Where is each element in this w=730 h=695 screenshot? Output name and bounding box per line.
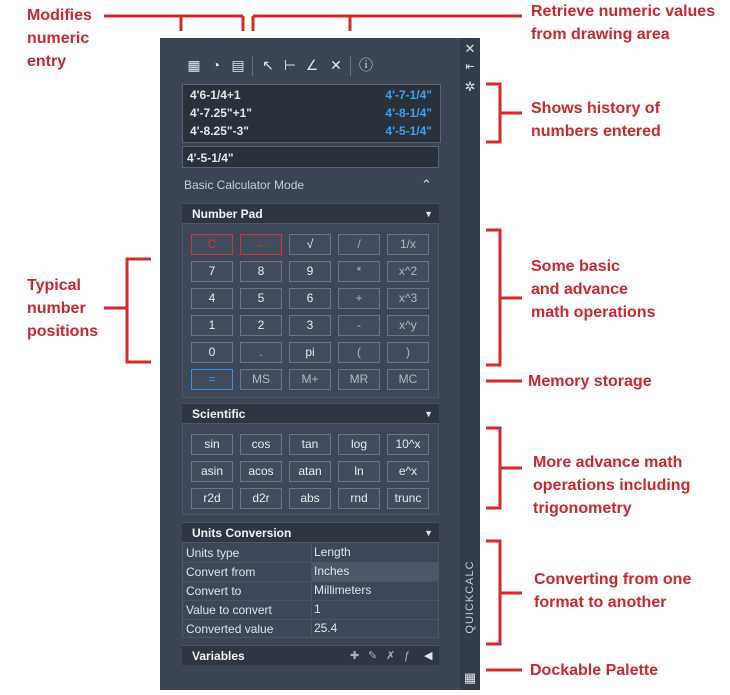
delete-variable-icon[interactable]: ✗ (386, 650, 396, 662)
annotation-history: Shows history of numbers entered (531, 100, 661, 140)
annotation-modifies: Modifies numeric entry (27, 7, 92, 70)
number_pad-button[interactable]: 4 (191, 288, 233, 309)
collapse-icon[interactable]: ⌃ (421, 177, 432, 192)
number-pad-title: Number Pad (192, 207, 263, 221)
auto-hide-icon[interactable]: ⇤ (465, 61, 475, 73)
history-expression: 4'-7.25"+1" (190, 106, 252, 120)
clear-icon[interactable]: ▦ (187, 57, 201, 73)
units-row-label: Converted value (186, 622, 274, 636)
history-row[interactable] (183, 106, 440, 124)
history-expression: 4'-8.25"-3" (190, 124, 249, 138)
chevron-left-icon[interactable]: ◀ (424, 650, 433, 662)
toolbar-separator (350, 56, 351, 76)
converted-value-field[interactable]: 25.4 (311, 619, 438, 638)
annotation-advanced-ops: More advance math operations including trigonometry (533, 454, 691, 517)
mode-label: Basic Calculator Mode (184, 178, 305, 192)
variables-header[interactable] (182, 645, 439, 665)
scientific-button[interactable]: e^x (387, 461, 429, 482)
convert-to-value[interactable]: Millimeters (311, 581, 438, 600)
units-row-label: Value to convert (186, 603, 272, 617)
units-conversion-grid (182, 542, 439, 638)
annotation-typical: Typical number positions (27, 277, 99, 340)
history-expression: 4'6-1/4+1 (190, 88, 241, 102)
annotation-basic-ops: Some basic and advance math operations (531, 258, 656, 321)
number_pad-button[interactable]: pi (289, 342, 331, 363)
number_pad-button[interactable]: 0 (191, 342, 233, 363)
scientific-button[interactable]: atan (289, 461, 331, 482)
units-row[interactable] (183, 543, 438, 563)
history-result: 4'-8-1/4" (385, 106, 432, 120)
number_pad-button[interactable]: C (191, 234, 233, 255)
scientific-button[interactable]: rnd (338, 488, 380, 509)
history-row[interactable] (183, 88, 440, 106)
calculator-icon[interactable]: ▦ (463, 670, 477, 685)
toolbar-separator (252, 56, 253, 76)
history-result: 4'-7-1/4" (385, 88, 432, 102)
number_pad-button[interactable]: ( (338, 342, 380, 363)
units-type-value[interactable]: Length (311, 543, 438, 562)
new-variable-icon[interactable]: ✚ (350, 650, 360, 662)
units-header[interactable] (182, 522, 439, 542)
units-row[interactable] (183, 581, 438, 601)
scientific-button[interactable]: r2d (191, 488, 233, 509)
scientific-button[interactable]: cos (240, 434, 282, 455)
number_pad-button[interactable]: / (338, 234, 380, 255)
number_pad-button[interactable]: - (338, 315, 380, 336)
history-row[interactable] (183, 124, 440, 142)
number-pad (182, 223, 439, 398)
scientific-title: Scientific (192, 407, 246, 421)
get-coordinates-icon[interactable]: ↖ (262, 57, 274, 73)
value-to-convert-field[interactable]: 1 (311, 600, 438, 619)
scientific-header[interactable] (182, 403, 439, 423)
number_pad-button[interactable]: * (338, 261, 380, 282)
help-icon[interactable]: ⓘ (359, 57, 373, 73)
annotation-converting: Converting from one format to another (534, 571, 692, 611)
history-result: 4'-5-1/4" (385, 124, 432, 138)
number_pad-button[interactable]: 1 (191, 315, 233, 336)
number_pad-button[interactable]: MS (240, 369, 282, 390)
input-box[interactable]: 4'-5-1/4" (182, 146, 439, 168)
scientific-button[interactable]: acos (240, 461, 282, 482)
annotation-dockable: Dockable Palette (530, 662, 659, 679)
scientific-pad (182, 423, 439, 515)
close-icon[interactable]: ✕ (464, 41, 476, 56)
number_pad-button[interactable]: 3 (289, 315, 331, 336)
scientific-button[interactable]: log (338, 434, 380, 455)
number_pad-button[interactable]: 1/x (387, 234, 429, 255)
number_pad-button[interactable]: 7 (191, 261, 233, 282)
number_pad-button[interactable]: + (338, 288, 380, 309)
scientific-button[interactable]: tan (289, 434, 331, 455)
units-row-label: Units type (186, 546, 240, 560)
number_pad-button[interactable]: √ (289, 234, 331, 255)
calculator-variable-icon[interactable]: ƒ (404, 650, 411, 662)
scientific-button[interactable]: abs (289, 488, 331, 509)
angle-icon[interactable]: ∠ (305, 57, 319, 73)
intersection-icon[interactable]: ✕ (330, 57, 342, 73)
number_pad-button[interactable]: x^3 (387, 288, 429, 309)
units-title: Units Conversion (192, 526, 292, 540)
number_pad-button[interactable]: 2 (240, 315, 282, 336)
number_pad-button[interactable]: ← (240, 234, 282, 255)
paste-icon[interactable]: ▤ (231, 57, 245, 73)
number_pad-button[interactable]: 8 (240, 261, 282, 282)
palette-title: QUICKCALC (464, 560, 476, 634)
convert-from-value[interactable]: Inches (311, 562, 438, 581)
edit-variable-icon[interactable]: ✎ (368, 650, 378, 662)
number-pad-header[interactable] (182, 203, 439, 223)
units-row-label: Convert to (186, 584, 242, 598)
units-row[interactable] (183, 619, 438, 638)
annotation-memory: Memory storage (528, 373, 652, 390)
chevron-down-icon: ▼ (424, 209, 433, 219)
clear-history-icon[interactable]: ◔ (211, 57, 221, 73)
scientific-button[interactable]: trunc (387, 488, 429, 509)
number_pad-button[interactable]: MR (338, 369, 380, 390)
scientific-button[interactable]: d2r (240, 488, 282, 509)
scientific-button[interactable]: asin (191, 461, 233, 482)
variables-title: Variables (192, 649, 245, 663)
scientific-button[interactable]: ln (338, 461, 380, 482)
number_pad-button[interactable]: ) (387, 342, 429, 363)
number_pad-button[interactable]: M+ (289, 369, 331, 390)
number_pad-button[interactable]: 5 (240, 288, 282, 309)
units-row[interactable] (183, 562, 438, 582)
annotation-retrieve: Retrieve numeric values from drawing area (531, 3, 716, 43)
number_pad-button[interactable]: x^y (387, 315, 429, 336)
units-row[interactable] (183, 600, 438, 620)
properties-icon[interactable]: ✲ (464, 79, 476, 94)
distance-icon[interactable]: ⊢ (283, 57, 297, 73)
number_pad-button[interactable]: MC (387, 369, 429, 390)
history-area[interactable] (182, 84, 441, 143)
scientific-button[interactable]: sin (191, 434, 233, 455)
scientific-button[interactable]: 10^x (387, 434, 429, 455)
number_pad-button[interactable]: 6 (289, 288, 331, 309)
chevron-down-icon: ▼ (424, 409, 433, 419)
number_pad-button[interactable]: = (191, 369, 233, 390)
chevron-down-icon: ▼ (424, 528, 433, 538)
number_pad-button[interactable]: x^2 (387, 261, 429, 282)
units-row-label: Convert from (186, 565, 256, 579)
number_pad-button[interactable]: . (240, 342, 282, 363)
number_pad-button[interactable]: 9 (289, 261, 331, 282)
